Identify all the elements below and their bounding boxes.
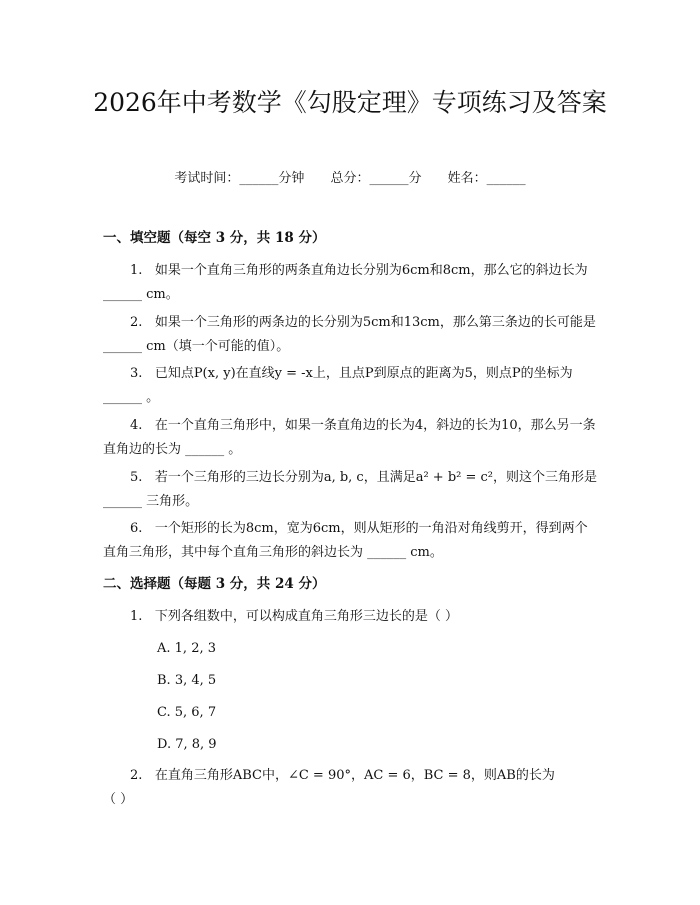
question-number: 3. — [130, 366, 143, 381]
fill-question-3 — [103, 362, 600, 410]
question-text: 下列各组数中，可以构成直角三角形三边长的是（ ） — [154, 609, 458, 624]
choice-question-1 — [103, 605, 600, 629]
question-number: 6. — [130, 521, 143, 536]
question-number: 1. — [130, 263, 143, 278]
question-number: 4. — [130, 418, 143, 433]
choice-option-a: A. 1, 2, 3 — [157, 641, 216, 656]
question-text: 一个矩形的长为8cm，宽为6cm，则从矩形的一角沿对角线剪开，得到两个直角三角形，其中每个直角三角形的斜边长为 ______ cm。 — [103, 521, 588, 560]
choice-option-c: C. 5, 6, 7 — [157, 705, 217, 720]
fill-question-4 — [103, 414, 600, 462]
exam-time: 考试时间：______分钟 — [174, 171, 305, 186]
document-title: 2026年中考数学《勾股定理》专项练习及答案 — [93, 88, 607, 117]
fill-question-5 — [103, 466, 600, 514]
exam-score: 总分：______分 — [330, 171, 422, 186]
choice-option-d: D. 7, 8, 9 — [157, 737, 217, 752]
section-choice-heading: 二、选择题（每题 3 分，共 24 分） — [103, 576, 326, 592]
question-text: 若一个三角形的三边长分别为a, b, c，且满足a² + b² = c²，则这个三角形是 ______ 三角形。 — [103, 470, 597, 509]
fill-question-2 — [103, 311, 600, 359]
exam-meta — [0, 170, 700, 188]
choice-option-b: B. 3, 4, 5 — [157, 673, 217, 688]
question-text: 在一个直角三角形中，如果一条直角边的长为4，斜边的长为10，那么另一条直角边的长为 ______ 。 — [103, 418, 596, 457]
question-text: 已知点P(x, y)在直线y = -x上，且点P到原点的距离为5，则点P的坐标为 ______ 。 — [103, 366, 573, 405]
fill-question-1 — [103, 259, 600, 307]
choice-question-2 — [103, 764, 600, 788]
section-fill-blank-heading: 一、填空题（每空 3 分，共 18 分） — [103, 230, 326, 246]
question-text: 如果一个三角形的两条边的长分别为5cm和13cm，那么第三条边的长可能是 ______ cm（填一个可能的值）。 — [103, 315, 596, 354]
question-number: 5. — [130, 470, 143, 485]
student-name: 姓名：______ — [447, 171, 526, 186]
fill-question-6 — [103, 517, 600, 565]
question-text: 如果一个直角三角形的两条直角边长分别为6cm和8cm，那么它的斜边长为 ______ cm。 — [103, 263, 588, 302]
question-number: 1. — [130, 609, 143, 624]
question-text: 在直角三角形ABC中，∠C = 90°，AC = 6，BC = 8，则AB的长为 — [154, 768, 555, 783]
choice-question-2-continuation: （ ） — [103, 792, 134, 807]
question-number: 2. — [130, 315, 143, 330]
question-number: 2. — [130, 768, 143, 783]
